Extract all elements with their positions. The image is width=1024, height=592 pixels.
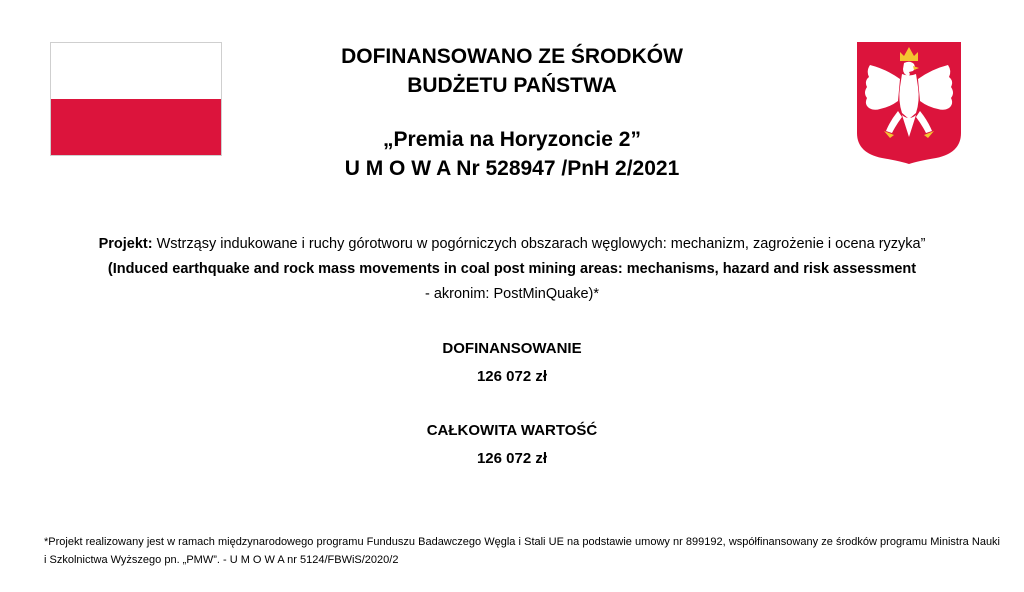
- flag-white-stripe: [51, 43, 221, 99]
- project-label: Projekt:: [98, 236, 153, 252]
- project-title-english: (Induced earthquake and rock mass movements in coal post mining areas: mechanisms, hazard and risk assessment: [107, 261, 917, 277]
- header-line-1: DOFINANSOWANO ZE ŚRODKÓW: [341, 45, 683, 68]
- header-line-2: BUDŻETU PAŃSTWA: [407, 74, 617, 97]
- flag-red-stripe: [51, 99, 221, 155]
- program-name: „Premia na Horyzoncie 2”: [383, 128, 641, 151]
- funding-header: [250, 42, 774, 183]
- project-acronym: - akronim: PostMinQuake)*: [424, 286, 600, 302]
- total-value-label: CAŁKOWITA WARTOŚĆ: [426, 422, 598, 439]
- polish-eagle-emblem-icon: [856, 41, 962, 165]
- funding-value: 126 072 zł: [476, 368, 548, 385]
- funding-label: DOFINANSOWANIE: [442, 340, 582, 357]
- project-title-polish: [40, 232, 984, 257]
- footnote: *Projekt realizowany jest w ramach międzynarodowego programu Funduszu Badawczego Węgla i Stali UE na podstawie umowy nr 899192, współfinansowany ze środków programu Ministra Nauki i Szkolnictwa Wyższego pn. „PMW”. - U M O W A nr 5124/FBWiS/2020/2: [44, 536, 1000, 566]
- project-title-text: Wstrząsy indukowane i ruchy górotworu w pogórniczych obszarach węglowych: mechanizm, zagrożenie i ocena ryzyka”: [152, 236, 926, 252]
- project-description: [40, 232, 984, 307]
- amounts-section: [300, 338, 724, 470]
- contract-number: U M O W A Nr 528947 /PnH 2/2021: [344, 157, 680, 180]
- total-value: 126 072 zł: [476, 450, 548, 467]
- polish-flag: [50, 42, 222, 156]
